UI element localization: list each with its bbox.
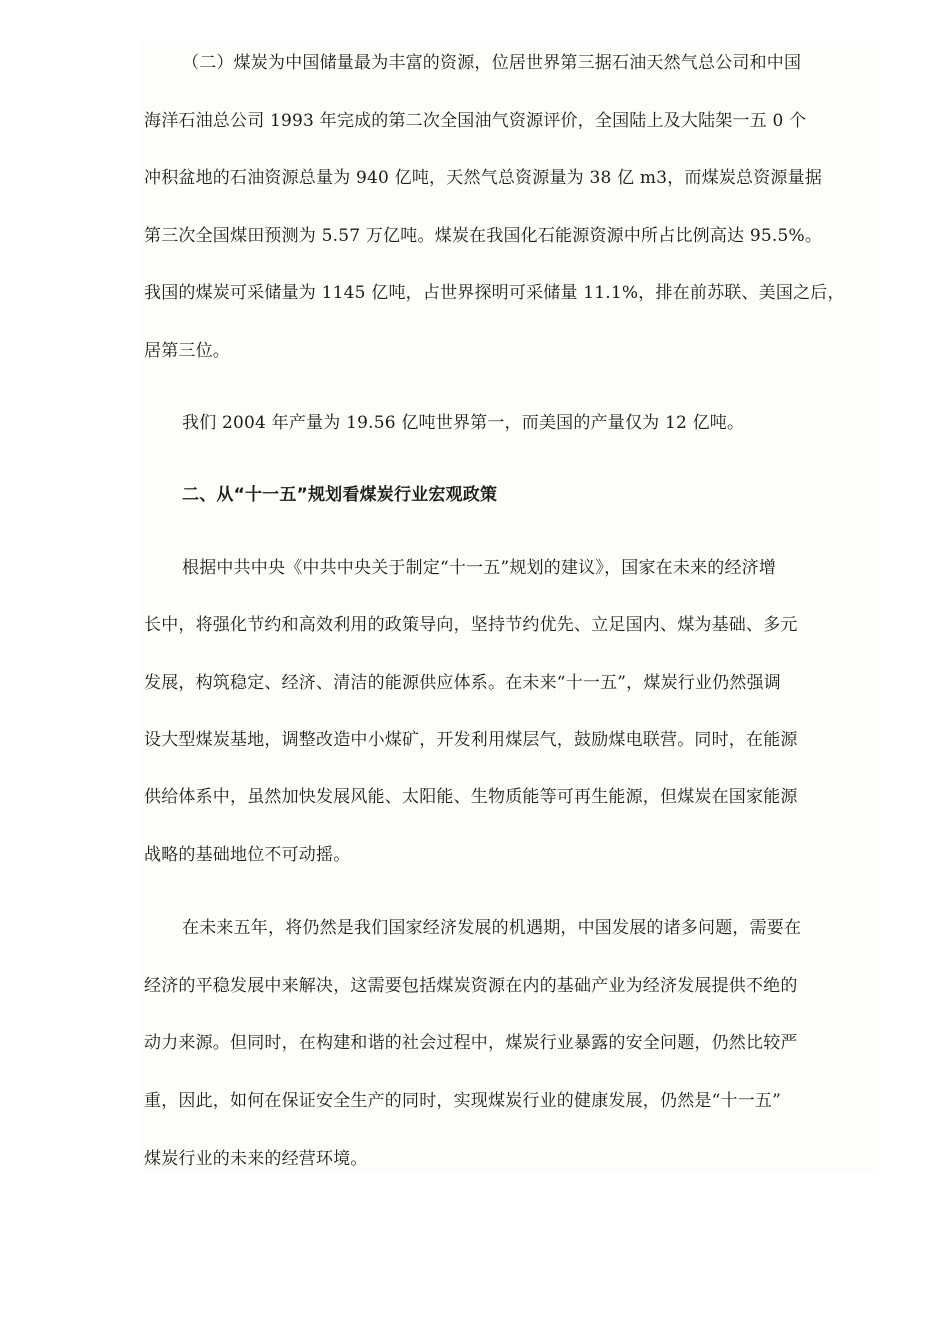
paragraph-4-line-1: 在未来五年，将仍然是我们国家经济发展的机遇期，中国发展的诸多问题，需要在 bbox=[182, 918, 802, 938]
paragraph-4-line-2: 经济的平稳发展中来解决，这需要包括煤炭资源在内的基础产业为经济发展提供不绝的 bbox=[144, 976, 798, 996]
page-background bbox=[141, 40, 878, 1172]
paragraph-1-line-4: 第三次全国煤田预测为 5.57 万亿吨。煤炭在我国化石能源资源中所占比例高达 95.5%。 bbox=[144, 226, 823, 246]
paragraph-1-line-3: 冲积盆地的石油资源总量为 940 亿吨，天然气总资源量为 38 亿 m3，而煤炭总资源量据 bbox=[144, 168, 823, 188]
paragraph-1-line-2: 海洋石油总公司 1993 年完成的第二次全国油气资源评价，全国陆上及大陆架一五 0 个 bbox=[144, 111, 807, 131]
paragraph-3-line-5: 供给体系中，虽然加快发展风能、太阳能、生物质能等可再生能源，但煤炭在国家能源 bbox=[144, 787, 798, 807]
paragraph-1-line-1: （二）煤炭为中国储量最为丰富的资源，位居世界第三据石油天然气总公司和中国 bbox=[182, 53, 802, 73]
paragraph-4-line-5: 煤炭行业的未来的经营环境。 bbox=[144, 1149, 368, 1169]
paragraph-3-line-6: 战略的基础地位不可动摇。 bbox=[144, 845, 351, 865]
paragraph-4-line-3: 动力来源。但同时，在构建和谐的社会过程中，煤炭行业暴露的安全问题，仍然比较严 bbox=[144, 1033, 798, 1053]
paragraph-4-line-4: 重，因此，如何在保证安全生产的同时，实现煤炭行业的健康发展，仍然是“十一五” bbox=[144, 1091, 781, 1111]
paragraph-3-line-3: 发展，构筑稳定、经济、清洁的能源供应体系。在未来“十一五”，煤炭行业仍然强调 bbox=[144, 673, 781, 693]
paragraph-1-line-6: 居第三位。 bbox=[144, 341, 230, 361]
paragraph-1-line-5: 我国的煤炭可采储量为 1145 亿吨，占世界探明可采储量 11.1%，排在前苏联、美国之后， bbox=[144, 283, 845, 303]
paragraph-3-line-2: 长中，将强化节约和高效利用的政策导向，坚持节约优先、立足国内、煤为基础、多元 bbox=[144, 615, 798, 635]
paragraph-3-line-1: 根据中共中央《中共中央关于制定“十一五”规划的建议》，国家在未来的经济增 bbox=[182, 558, 777, 578]
paragraph-3-line-4: 设大型煤炭基地，调整改造中小煤矿，开发利用煤层气，鼓励煤电联营。同时，在能源 bbox=[144, 730, 798, 750]
paragraph-2-line-1: 我们 2004 年产量为 19.56 亿吨世界第一，而美国的产量仅为 12 亿吨。 bbox=[182, 413, 745, 433]
section-heading: 二、从“十一五”规划看煤炭行业宏观政策 bbox=[182, 485, 498, 505]
